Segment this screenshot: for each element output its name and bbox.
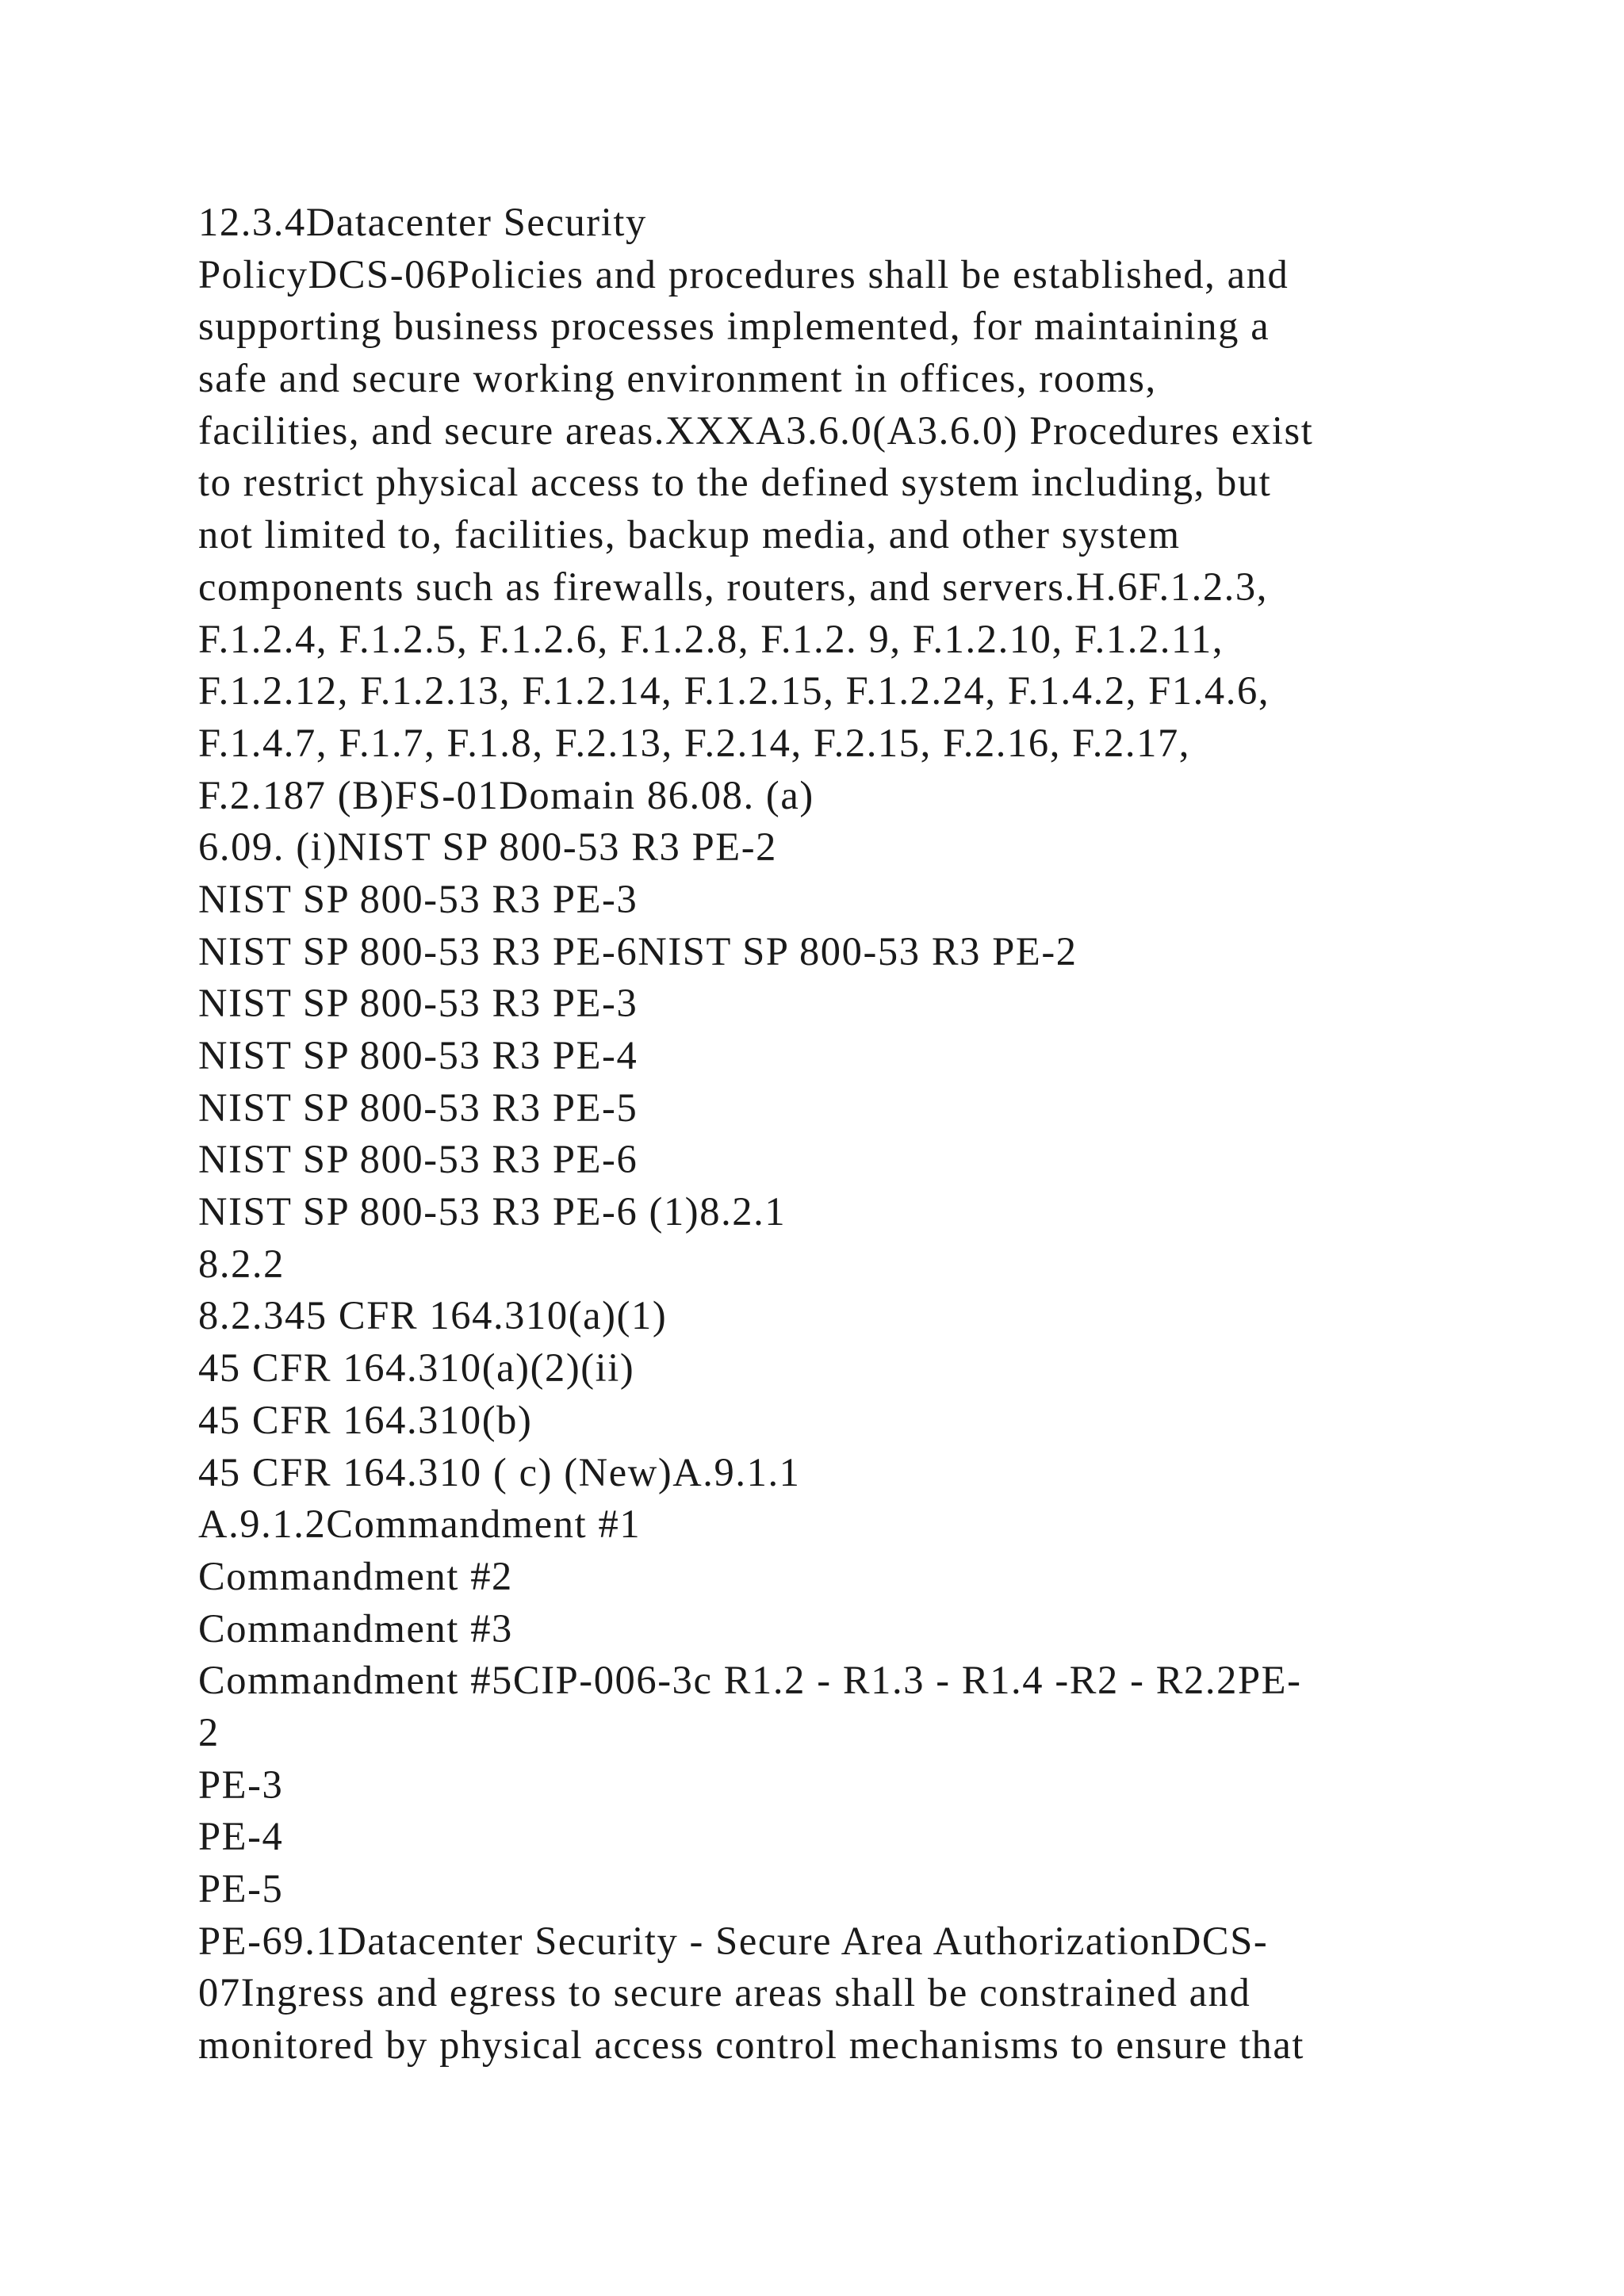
text-line: NIST SP 800-53 R3 PE-3 — [198, 981, 638, 1026]
text-line: F.1.2.4, F.1.2.5, F.1.2.6, F.1.2.8, F.1.2. 9, F.1.2.10, F.1.2.11, — [198, 616, 1224, 661]
text-line: 6.09. (i)NIST SP 800-53 R3 PE-2 — [198, 825, 777, 870]
text-line: 2 — [198, 1709, 220, 1755]
text-line: NIST SP 800-53 R3 PE-3 — [198, 876, 638, 921]
text-line: 45 CFR 164.310(b) — [198, 1397, 533, 1442]
text-line: to restrict physical access to the defined system including, but — [198, 460, 1272, 505]
text-line: 07Ingress and egress to secure areas shall be constrained and — [198, 1970, 1251, 2015]
text-line: Commandment #2 — [198, 1553, 513, 1598]
text-line: 8.2.2 — [198, 1241, 285, 1286]
text-line: PolicyDCS-06Policies and procedures shall be established, and — [198, 251, 1289, 297]
text-line: 45 CFR 164.310 ( c) (New)A.9.1.1 — [198, 1449, 801, 1494]
text-line: not limited to, facilities, backup media, and other system — [198, 512, 1181, 557]
text-line: monitored by physical access control mechanisms to ensure that — [198, 2022, 1305, 2068]
text-line: supporting business processes implemented, for maintaining a — [198, 304, 1270, 349]
text-line: Commandment #5CIP-006-3c R1.2 - R1.3 - R1.4 -R2 - R2.2PE- — [198, 1658, 1302, 1703]
text-line: facilities, and secure areas.XXXA3.6.0(A3.6.0) Procedures exist — [198, 408, 1314, 453]
text-line: NIST SP 800-53 R3 PE-6 (1)8.2.1 — [198, 1189, 787, 1234]
text-line: components such as firewalls, routers, and servers.H.6F.1.2.3, — [198, 564, 1268, 609]
text-line: 8.2.345 CFR 164.310(a)(1) — [198, 1293, 668, 1338]
text-line: PE-4 — [198, 1814, 284, 1859]
text-line: NIST SP 800-53 R3 PE-5 — [198, 1085, 638, 1130]
text-line: PE-69.1Datacenter Security - Secure Area AuthorizationDCS- — [198, 1918, 1269, 1963]
text-line: 12.3.4Datacenter Security — [198, 200, 647, 244]
text-line: NIST SP 800-53 R3 PE-4 — [198, 1033, 638, 1077]
text-line: safe and secure working environment in offices, rooms, — [198, 356, 1157, 401]
text-line: 45 CFR 164.310(a)(2)(ii) — [198, 1345, 635, 1391]
text-line: PE-3 — [198, 1762, 284, 1807]
text-line: A.9.1.2Commandment #1 — [198, 1502, 642, 1547]
document-text — [198, 197, 1499, 2072]
text-line: NIST SP 800-53 R3 PE-6 — [198, 1137, 638, 1182]
text-line: PE-5 — [198, 1866, 284, 1911]
text-line: F.1.4.7, F.1.7, F.1.8, F.2.13, F.2.14, F.2.15, F.2.16, F.2.17, — [198, 720, 1191, 765]
text-line: F.1.2.12, F.1.2.13, F.1.2.14, F.1.2.15, F.1.2.24, F.1.4.2, F1.4.6, — [198, 668, 1270, 714]
text-line: F.2.187 (B)FS-01Domain 86.08. (a) — [198, 772, 814, 817]
text-line: Commandment #3 — [198, 1605, 513, 1651]
text-line: NIST SP 800-53 R3 PE-6NIST SP 800-53 R3 PE-2 — [198, 928, 1078, 974]
